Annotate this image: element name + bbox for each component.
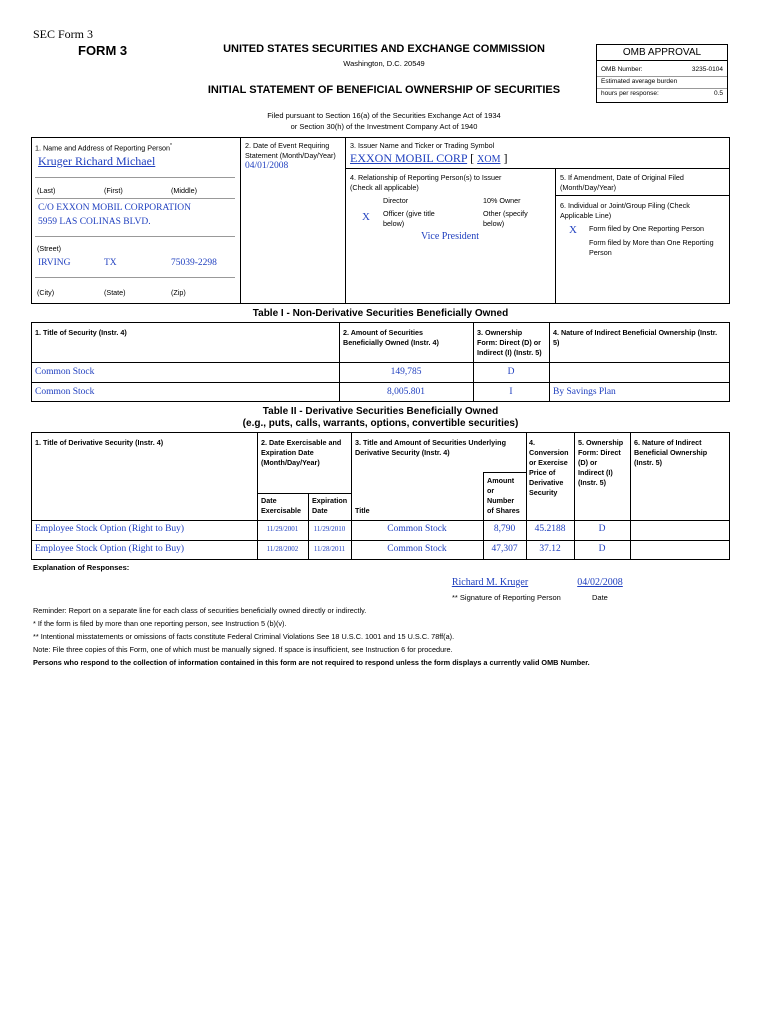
table1-col4-header-1: 4. Nature of Indirect Beneficial Ownership (Instr.	[553, 328, 718, 337]
officer-check-mark: X	[362, 211, 370, 223]
table2-row1-title: Employee Stock Option (Right to Buy)	[35, 524, 185, 534]
table2-col4-header-1: 4.	[529, 438, 535, 447]
first-label: (First)	[104, 186, 123, 195]
middle-label: (Middle)	[171, 186, 197, 195]
table2-col4-header-6: Security	[529, 488, 558, 497]
table2-col3b-header-1: Amount	[487, 476, 515, 485]
table2-col3b-header-2: or	[487, 486, 495, 495]
table2-col3b-header-4: of Shares	[487, 506, 520, 515]
ten-percent-label: 10% Owner	[483, 196, 521, 205]
table2-col2a-header-1: Date	[261, 496, 277, 505]
table1-col2-header-1: 2. Amount of Securities	[343, 328, 424, 337]
note-1: * If the form is filed by more than one reporting person, see Instruction 5 (b)(v).	[33, 619, 287, 628]
location: Washington, D.C. 20549	[343, 59, 425, 68]
signature-label: ** Signature of Reporting Person	[452, 593, 561, 602]
table2-col5-header-5: (Instr. 5)	[578, 478, 606, 487]
note-3: Note: File three copies of this Form, one of which must be manually signed. If space is insufficient, see Instruction 6 for procedure.	[33, 645, 453, 654]
table2-col3-header-1: 3. Title and Amount of Securities Underlying	[355, 438, 506, 447]
state-value: TX	[104, 258, 117, 268]
box1-label: 1. Name and Address of Reporting Person*	[35, 143, 172, 153]
table2-col3a-header: Title	[355, 506, 370, 515]
table2-row2-exercisable: 11/28/2002	[266, 545, 299, 553]
ticker-close: ]	[503, 151, 508, 165]
explanation-heading: Explanation of Responses:	[33, 563, 130, 572]
table1-col3-header-2: Form: Direct (D) or	[477, 338, 541, 347]
director-label: Director	[383, 196, 409, 205]
table2-row2-title: Employee Stock Option (Right to Buy)	[35, 544, 185, 554]
box4-label-1: 4. Relationship of Reporting Person(s) to Issuer	[350, 173, 502, 182]
table2-col2-header-3: (Month/Day/Year)	[261, 458, 320, 467]
box6-label-2: Applicable Line)	[560, 211, 612, 220]
table2-col4-header-4: Price of	[529, 468, 556, 477]
note-4: Persons who respond to the collection of information contained in this form are not required to respond unless the form displays a currently valid OMB Number.	[33, 658, 590, 667]
table2-col5-header-1: 5. Ownership	[578, 438, 624, 447]
table2-col3b-header-3: Number	[487, 496, 515, 505]
omb-burden-label-1: Estimated average burden	[601, 78, 678, 85]
officer-label-1: Officer (give title	[383, 209, 435, 218]
table1-row2-title: Common Stock	[35, 387, 95, 397]
table2-row1-shares: 8,790	[493, 524, 516, 534]
table1-row2-form: I	[509, 387, 513, 397]
box5-label-1: 5. If Amendment, Date of Original Filed	[560, 173, 684, 182]
table2-col4-header-5: Derivative	[529, 478, 564, 487]
table2-col2b-header-2: Date	[312, 506, 328, 515]
table2-col5-header-2: Form: Direct	[578, 448, 621, 457]
issuer-name[interactable]: EXXON MOBIL CORP	[350, 151, 468, 165]
issuer-row	[350, 151, 507, 166]
table2-col1-header: 1. Title of Derivative Security (Instr. 4)	[35, 438, 164, 447]
zip-label: (Zip)	[171, 288, 186, 297]
one-person-label: Form filed by One Reporting Person	[589, 224, 705, 233]
signature-date: 04/02/2008	[577, 577, 623, 588]
table2-col6-header-1: 6. Nature of Indirect	[634, 438, 702, 447]
box6-label-1: 6. Individual or Joint/Group Filing (Check	[560, 201, 690, 210]
city-value: IRVING	[38, 258, 71, 268]
zip-value: 75039-2298	[171, 258, 217, 268]
table2-title-1: Table II - Derivative Securities Beneficially Owned	[262, 406, 499, 417]
filed-line-1: Filed pursuant to Section 16(a) of the Securities Exchange Act of 1934	[267, 111, 501, 120]
omb-approval-box	[596, 44, 728, 103]
table1-row2-amount: 8,005.801	[387, 387, 425, 397]
box2-label-2: Statement (Month/Day/Year)	[245, 151, 336, 160]
table1-col1-header: 1. Title of Security (Instr. 4)	[35, 328, 127, 337]
table2-col4-header-2: Conversion	[529, 448, 569, 457]
top-label: SEC Form 3	[33, 27, 94, 41]
more-person-label-1: Form filed by More than One Reporting	[589, 238, 714, 247]
table2-col6-header-2: Beneficial Ownership	[634, 448, 708, 457]
table2-col2-header-1: 2. Date Exercisable and	[261, 438, 342, 447]
table2-row1-price: 45.2188	[534, 524, 566, 534]
omb-burden-value: 0.5	[713, 90, 723, 97]
agency-title: UNITED STATES SECURITIES AND EXCHANGE COMMISSION	[223, 43, 545, 55]
table2-row2-shares: 47,307	[491, 544, 518, 554]
city-label: (City)	[37, 288, 55, 297]
omb-burden-label-2: hours per response:	[601, 90, 659, 97]
table2-row1-form: D	[598, 524, 606, 534]
street-label: (Street)	[37, 244, 61, 253]
box5-label-2: (Month/Day/Year)	[560, 183, 617, 192]
table2-row1-expiration: 11/29/2010	[313, 525, 346, 533]
table1-col2-header-2: Beneficially Owned (Instr. 4)	[343, 338, 439, 347]
table2-col6-header-3: (Instr. 5)	[634, 458, 662, 467]
event-date: 04/01/2008	[245, 161, 289, 171]
table2-row2-form: D	[598, 544, 606, 554]
table2-col2-header-2: Expiration Date	[261, 448, 314, 457]
table2-row2-expiration: 11/28/2011	[313, 545, 346, 553]
table2-col5-header-3: (D) or	[578, 458, 598, 467]
last-label: (Last)	[37, 186, 56, 195]
table2-col4-header-3: or Exercise	[529, 458, 568, 467]
table2-row2-price: 37.12	[539, 544, 561, 554]
omb-title: OMB APPROVAL	[597, 45, 727, 61]
table2-row1-exercisable: 11/29/2001	[266, 525, 299, 533]
one-person-check-mark: X	[569, 224, 577, 236]
box2-label-1: 2. Date of Event Requiring	[245, 141, 330, 150]
state-label: (State)	[104, 288, 126, 297]
form-name: FORM 3	[78, 43, 128, 58]
officer-title: Vice President	[421, 231, 479, 242]
box4-label-2: (Check all applicable)	[350, 183, 419, 192]
table2-title-2: (e.g., puts, calls, warrants, options, convertible securities)	[242, 418, 519, 429]
table1-col4-header-2: 5)	[553, 338, 560, 347]
table2-row1-underlying: Common Stock	[387, 524, 447, 534]
more-person-label-2: Person	[589, 248, 612, 257]
street-line-2: 5959 LAS COLINAS BLVD.	[38, 217, 151, 227]
table2-col2a-header-2: Exercisable	[261, 506, 301, 515]
table2-col5-header-4: Indirect (I)	[578, 468, 613, 477]
table1-col3-header-3: Indirect (I) (Instr. 5)	[477, 348, 542, 357]
date-label: Date	[592, 593, 608, 602]
signature: Richard M. Kruger	[451, 577, 529, 588]
table2-col2b-header-1: Expiration	[312, 496, 348, 505]
statement-title: INITIAL STATEMENT OF BENEFICIAL OWNERSHIP OF SECURITIES	[207, 84, 561, 96]
table2-row2-underlying: Common Stock	[387, 544, 447, 554]
ticker-symbol[interactable]: XOM	[477, 154, 501, 165]
reminder-text: Reminder: Report on a separate line for each class of securities beneficially owned directly or indirectly.	[33, 606, 367, 615]
omb-number-label: OMB Number:	[601, 66, 643, 73]
table1-col3-header-1: 3. Ownership	[477, 328, 523, 337]
table1-title: Table I - Non-Derivative Securities Beneficially Owned	[252, 308, 509, 319]
table1-row1-title: Common Stock	[35, 367, 95, 377]
table2-col3-header-2: Derivative Security (Instr. 4)	[355, 448, 450, 457]
table1-row1-amount: 149,785	[390, 367, 422, 377]
other-label-1: Other (specify	[483, 209, 528, 218]
street-line-1: C/O EXXON MOBIL CORPORATION	[38, 203, 191, 213]
table1-row2-nature: By Savings Plan	[553, 387, 616, 397]
ticker-open: [	[470, 151, 475, 165]
other-label-2: below)	[483, 219, 505, 228]
note-2: ** Intentional misstatements or omissions of facts constitute Federal Criminal Violations See 18 U.S.C. 1001 and 15 U.S.C. 78ff(a).	[33, 632, 455, 641]
reporting-person-name[interactable]: Kruger Richard Michael	[38, 154, 156, 168]
box3-label: 3. Issuer Name and Ticker or Trading Symbol	[350, 141, 495, 150]
filed-line-2: or Section 30(h) of the Investment Company Act of 1940	[290, 122, 478, 131]
omb-number-value: 3235-0104	[691, 66, 723, 73]
officer-label-2: below)	[383, 219, 405, 228]
table1-row1-form: D	[507, 367, 515, 377]
